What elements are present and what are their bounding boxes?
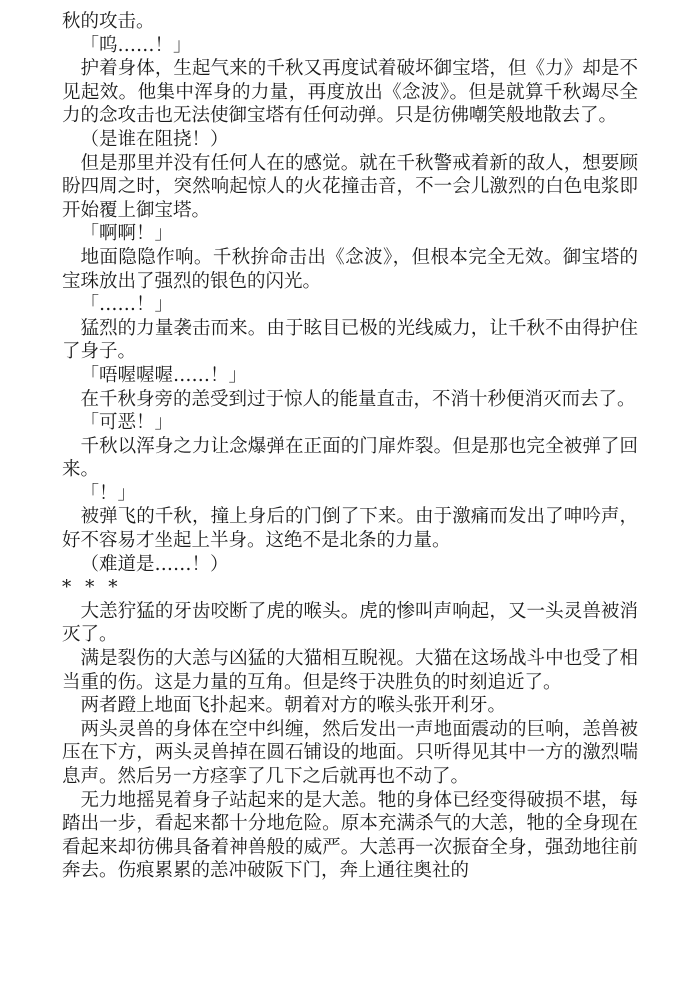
dialogue-line: 「可恶！」	[80, 412, 174, 434]
paragraph: 秋的攻击。	[62, 11, 155, 32]
paragraph: 两者蹬上地面飞扑起来。朝着对方的喉头张开利牙。	[80, 695, 507, 717]
dialogue-line: 「……！」	[80, 294, 174, 316]
paragraph: 护着身体，生起气来的千秋又再度试着破坏御宝塔，但《力》却是不见起效。他集中浑身的力量，再度放出《念波》。但是就算千秋竭尽全力的念攻击也无法使御宝塔有任何动弹。只是彷佛嘲笑般地散去了。	[62, 58, 638, 127]
paragraph: 但是那里并没有任何人在的感觉。就在千秋警戒着新的敌人，想要顾盼四周之时，突然响起惊人的火花撞击音，不一会儿激烈的白色电浆即开始覆上御宝塔。	[62, 152, 638, 221]
document-page	[62, 10, 638, 883]
paragraph: 地面隐隐作响。千秋拚命击出《念波》，但根本完全无效。御宝塔的宝珠放出了强烈的银色的闪光。	[62, 246, 638, 292]
dialogue-line: 「啊啊！」	[80, 223, 174, 245]
paragraph: 猛烈的力量袭击而来。由于眩目已极的光线威力，让千秋不由得护住了身子。	[62, 317, 638, 363]
paragraph: 无力地摇晃着身子站起来的是大恙。牠的身体已经变得破损不堪，每踏出一步，看起来都十分地危险。原本充满杀气的大恙，牠的全身现在看起来却彷佛具备着神兽般的威严。大恙再一次振奋全身，强劲地往前奔去。伤痕累累的恙冲破阪下门，奔上通往奥社的	[62, 789, 638, 882]
dialogue-line: 「呜……！」	[80, 34, 192, 56]
paragraph: 在千秋身旁的恙受到过于惊人的能量直击，不消十秒便消灭而去了。	[80, 388, 636, 410]
scene-separator: * * *	[62, 577, 122, 599]
paragraph: 两头灵兽的身体在空中纠缠，然后发出一声地面震动的巨响，恙兽被压在下方，两头灵兽掉在圆石铺设的地面。只听得见其中一方的激烈喘息声。然后另一方痉挛了几下之后就再也不动了。	[62, 718, 638, 787]
dialogue-line: 「！」	[80, 482, 137, 504]
dialogue-line: 「唔喔喔喔……！」	[80, 364, 248, 386]
thought-line: （难道是……！）	[80, 553, 229, 575]
paragraph: 满是裂伤的大恙与凶猛的大猫相互睨视。大猫在这场战斗中也受了相当重的伤。这是力量的互角。但是终于决胜负的时刻追近了。	[62, 648, 638, 693]
paragraph: 被弹飞的千秋，撞上身后的门倒了下来。由于激痛而发出了呻吟声，好不容易才坐起上半身。这绝不是北条的力量。	[62, 506, 638, 552]
paragraph: 千秋以浑身之力让念爆弹在正面的门扉炸裂。但是那也完全被弹了回来。	[62, 435, 638, 481]
thought-line: （是谁在阻挠！）	[80, 128, 229, 150]
paragraph: 大恙狞猛的牙齿咬断了虎的喉头。虎的惨叫声响起，又一头灵兽被消灭了。	[62, 600, 638, 646]
